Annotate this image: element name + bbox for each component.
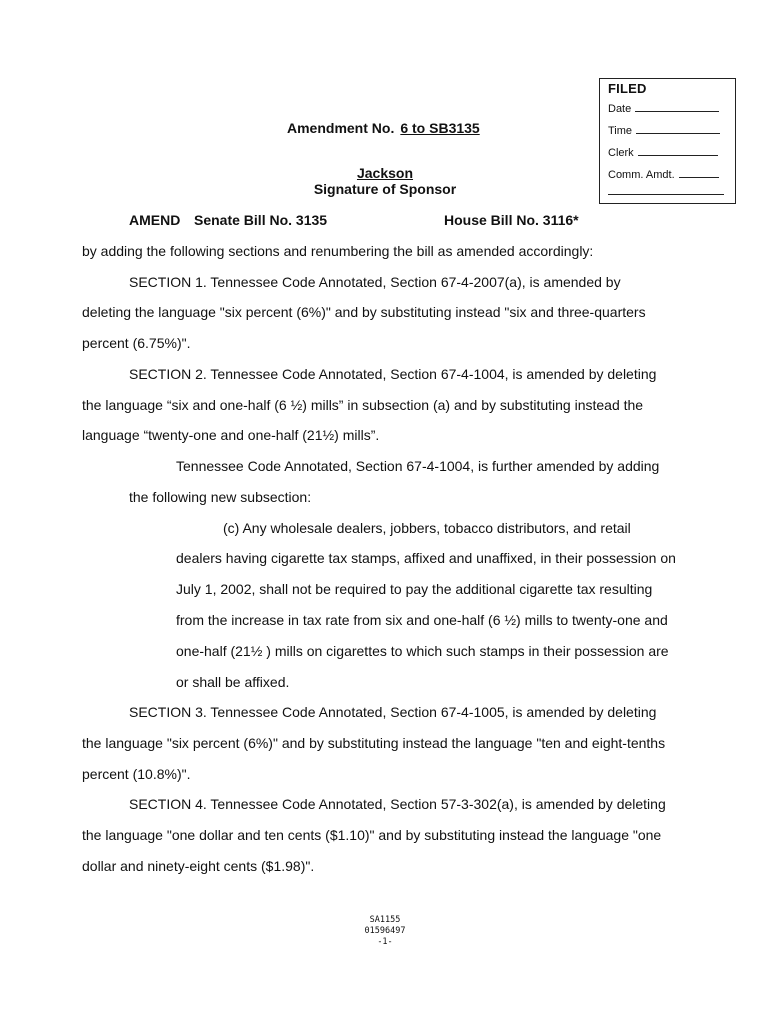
filed-blank-line (608, 194, 724, 195)
subsection-c-line-4: from the increase in tax rate from six and one-half (6 ½) mills to twenty-one and (176, 612, 668, 628)
section-3-line-2: the language "six percent (6%)" and by substituting instead the language "ten and eight-tenths (82, 735, 666, 751)
filed-time-row (608, 115, 735, 137)
section-4-line-1: SECTION 4. Tennessee Code Annotated, Section 57-3-302(a), is amended by deleting (129, 796, 666, 812)
subsection-c-line-6: or shall be affixed. (176, 674, 290, 690)
page-number: -1- (377, 937, 393, 947)
sponsor-label: Signature of Sponsor (313, 181, 457, 197)
section-2-line-2: the language “six and one-half (6 ½) mills” in subsection (a) and by substituting instead the (82, 397, 644, 413)
section-3-line-3: percent (10.8%)". (82, 766, 191, 782)
section-2-line-5: the following new subsection: (129, 489, 312, 505)
filed-time-label: Time (608, 125, 633, 137)
subsection-c-line-1: (c) Any wholesale dealers, jobbers, tobacco distributors, and retail (223, 520, 631, 536)
filed-comm-label: Comm. Amdt. (608, 169, 675, 181)
footer-code: SA1155 (369, 915, 401, 925)
sponsor-name: Jackson (356, 165, 414, 181)
subsection-c-line-2: dealers having cigarette tax stamps, affixed and unaffixed, in their possession on (176, 550, 676, 566)
amendment-prefix: Amendment No. (287, 120, 395, 136)
section-1-line-3: percent (6.75%)". (82, 335, 191, 351)
subsection-c-line-3: July 1, 2002, shall not be required to pay the additional cigarette tax resulting (176, 581, 653, 597)
intro-line: by adding the following sections and renumbering the bill as amended accordingly: (82, 243, 594, 259)
section-2-line-1: SECTION 2. Tennessee Code Annotated, Section 67-4-1004, is amended by deleting (129, 366, 657, 382)
filed-stamp-box (599, 78, 736, 204)
senate-bill-number: Senate Bill No. 3135 (194, 212, 328, 228)
filed-date-label: Date (608, 103, 632, 115)
amend-word: AMEND (129, 212, 181, 228)
filed-clerk-line (638, 155, 718, 156)
amendment-number: 6 to SB3135 (400, 120, 480, 136)
section-1-line-1: SECTION 1. Tennessee Code Annotated, Section 67-4-2007(a), is amended by (129, 274, 621, 290)
filed-comm-line (679, 177, 719, 178)
section-1-line-2: deleting the language "six percent (6%)" and by substituting instead "six and three-quarters (82, 304, 646, 320)
filed-time-line (636, 133, 720, 134)
footer-number: 01596497 (364, 926, 406, 936)
amendment-number-line (287, 120, 480, 136)
filed-date-row (608, 98, 735, 115)
house-bill-number: House Bill No. 3116* (444, 212, 579, 228)
filed-comm-row (608, 159, 735, 181)
filed-clerk-label: Clerk (608, 147, 634, 159)
subsection-c-line-5: one-half (21½ ) mills on cigarettes to which such stamps in their possession are (176, 643, 669, 659)
section-3-line-1: SECTION 3. Tennessee Code Annotated, Section 67-4-1005, is amended by deleting (129, 704, 657, 720)
filed-date-line (635, 111, 719, 112)
section-2-line-4: Tennessee Code Annotated, Section 67-4-1004, is further amended by adding (176, 458, 660, 474)
section-4-line-2: the language "one dollar and ten cents ($1.10)" and by substituting instead the language "one (82, 827, 662, 843)
section-2-line-3: language “twenty-one and one-half (21½) mills”. (82, 427, 380, 443)
section-4-line-3: dollar and ninety-eight cents ($1.98)". (82, 858, 315, 874)
filed-title: FILED (608, 81, 647, 96)
filed-clerk-row (608, 137, 735, 159)
